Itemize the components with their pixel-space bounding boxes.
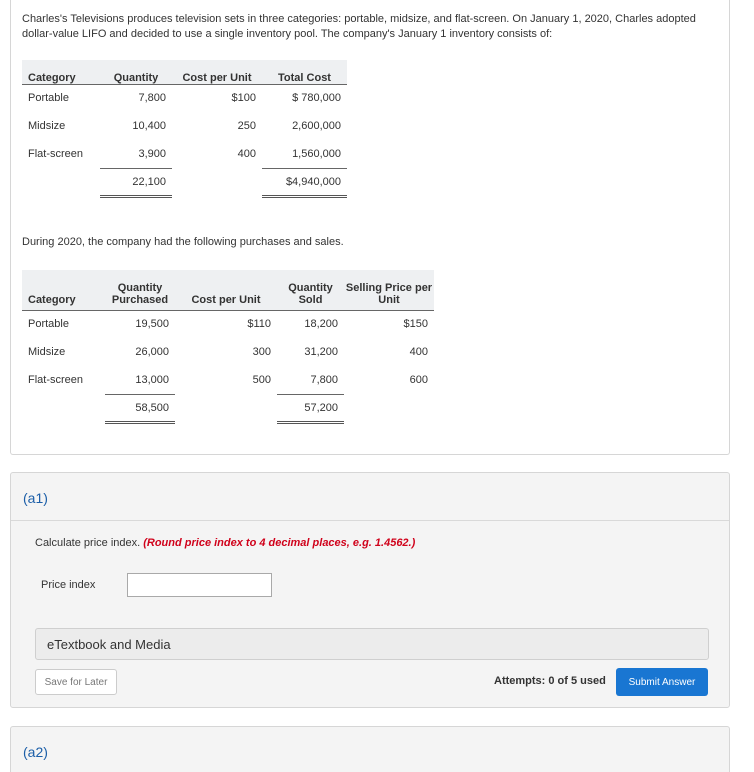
empty-cell	[175, 394, 277, 422]
problem-intro: Charles's Televisions produces television sets in three categories: portable, midsize, and flat-screen. On January 1, 2020, Charles adopted dollar-value LIFO and decided to use a single inventory pool. The company's January 1 inventory consists of:	[22, 13, 696, 40]
inventory-table	[22, 60, 347, 198]
quantity-cell: 10,400	[132, 120, 166, 132]
part-a2-header	[11, 727, 729, 772]
question-prompt: Calculate price index.	[35, 537, 141, 549]
category-cell: Portable	[28, 318, 69, 331]
price-cell: $150	[403, 318, 428, 331]
question-text	[35, 537, 415, 549]
table-row	[22, 112, 347, 140]
table-row	[22, 366, 434, 394]
sales-intro: During 2020, the company had the following purchases and sales.	[22, 236, 344, 248]
header-selling-price: Selling Price per Unit	[344, 270, 434, 310]
cost-cell: $100	[231, 92, 256, 105]
empty-cell	[22, 168, 100, 196]
header-total-cost: Total Cost	[262, 60, 347, 84]
purchased-cell: 26,000	[135, 346, 169, 358]
total-cell: 1,560,000	[262, 140, 347, 168]
empty-cell	[172, 168, 262, 196]
table-row	[22, 310, 434, 338]
part-a1-header	[11, 473, 729, 521]
sold-cell: 7,800	[277, 366, 344, 394]
header-cost-per-unit: Cost per Unit	[175, 270, 277, 310]
part-a1-panel	[10, 472, 730, 708]
category-cell: Midsize	[28, 120, 66, 132]
quantity-cell: 7,800	[138, 92, 166, 105]
price-cell: 600	[409, 374, 428, 386]
purchases-table	[22, 270, 434, 424]
sold-cell: 18,200	[304, 318, 338, 331]
header-category: Category	[22, 270, 105, 310]
header-cost-per-unit: Cost per Unit	[172, 60, 262, 84]
category-cell: Midsize	[28, 346, 66, 358]
empty-cell	[22, 394, 105, 422]
cost-cell: 250	[237, 120, 256, 132]
quantity-cell: 3,900	[100, 140, 172, 168]
purchased-cell: 19,500	[135, 318, 169, 331]
part-a1-label: (a1)	[23, 490, 48, 506]
attempts-counter: Attempts: 0 of 5 used	[494, 675, 606, 687]
header-category: Category	[22, 60, 100, 84]
part-a2-panel	[10, 726, 730, 772]
table-row	[22, 84, 347, 112]
table-header-row	[22, 270, 434, 310]
price-cell: 400	[409, 346, 428, 358]
submit-answer-button[interactable]: Submit Answer	[616, 668, 708, 696]
total-cell: 2,600,000	[292, 120, 341, 132]
total-cost-cell: $4,940,000	[262, 168, 347, 196]
sold-cell: 31,200	[304, 346, 338, 358]
table-row	[22, 338, 434, 366]
category-cell: Flat-screen	[28, 374, 84, 386]
price-index-input[interactable]	[127, 573, 272, 597]
category-cell: Flat-screen	[28, 148, 84, 160]
etextbook-media-bar[interactable]	[35, 628, 709, 660]
table-row	[22, 140, 347, 168]
etextbook-media-label: eTextbook and Media	[47, 637, 171, 652]
price-index-label: Price index	[41, 579, 96, 591]
header-quantity: Quantity	[100, 60, 172, 84]
total-quantity-cell: 22,100	[100, 168, 172, 196]
table-total-row	[22, 168, 347, 196]
part-a2-label: (a2)	[23, 744, 48, 760]
purchased-cell: 13,000	[105, 366, 175, 394]
cost-cell: 500	[252, 374, 271, 386]
cost-cell: 300	[252, 346, 271, 358]
cost-cell: $110	[247, 318, 271, 331]
cost-cell: 400	[237, 148, 256, 160]
total-sold-cell: 57,200	[277, 394, 344, 422]
table-total-row	[22, 394, 434, 422]
save-for-later-button[interactable]: Save for Later	[35, 669, 117, 695]
rounding-note: (Round price index to 4 decimal places, e.g. 1.4562.)	[143, 537, 416, 549]
empty-cell	[344, 394, 434, 422]
category-cell: Portable	[28, 92, 69, 105]
total-purchased-cell: 58,500	[105, 394, 175, 422]
header-quantity-purchased: Quantity Purchased	[105, 270, 175, 310]
table-header-row	[22, 60, 347, 84]
total-cell: $ 780,000	[292, 92, 341, 105]
header-quantity-sold: Quantity Sold	[277, 270, 344, 310]
